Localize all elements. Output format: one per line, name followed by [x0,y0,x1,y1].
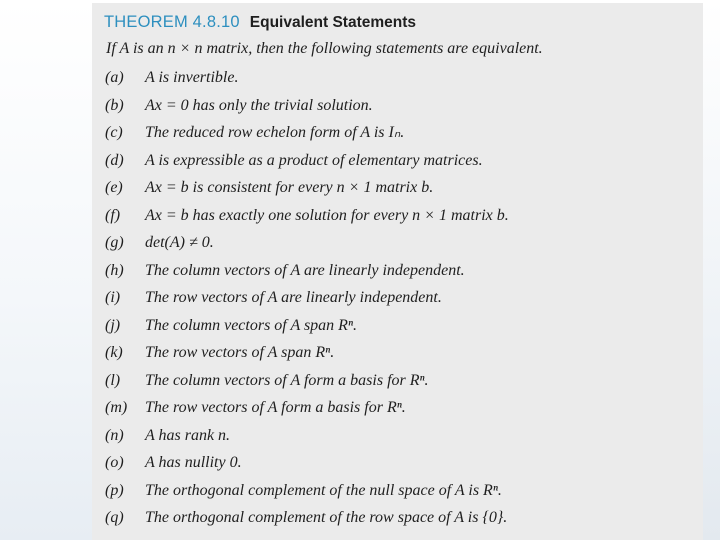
statement-label: (q) [105,509,124,526]
statement-text: A is expressible as a product of elementary matrices. [145,151,483,169]
statement-label: (n) [105,426,124,444]
statement-text: The row vectors of A form a basis for Rⁿ. [145,399,406,416]
theorem-heading [104,13,416,32]
statement-label: (h) [105,261,124,279]
statement-label: (d) [105,151,124,169]
statement-text: det(A) ≠ 0. [145,234,214,251]
statement-text: The row vectors of A span Rⁿ. [145,344,335,361]
statement-text: The column vectors of A form a basis for Rⁿ. [145,371,429,389]
statement-text: The reduced row echelon form of A is Iₙ. [145,124,405,141]
statement-label: (m) [105,399,128,416]
statement-text: Ax = 0 has only the trivial solution. [145,96,373,114]
statement-text: A is invertible. [145,69,239,86]
statement-label: (o) [105,454,124,471]
statement-label: (i) [105,289,121,306]
statement-text: Ax = b has exactly one solution for every n × 1 matrix b. [145,206,509,224]
statement-label: (l) [105,371,121,389]
statement-label: (c) [105,124,123,141]
statement-label: (a) [105,69,124,86]
right-background-gradient [703,0,720,540]
theorem-number: THEOREM 4.8.10 [104,13,240,31]
statement-text: The row vectors of A are linearly independent. [145,289,442,306]
theorem-intro: If A is an n × n matrix, then the following statements are equivalent. [106,40,543,57]
statement-text: The column vectors of A are linearly independent. [145,261,465,279]
statement-label: (g) [105,234,124,251]
statement-text: The column vectors of A span Rⁿ. [145,316,357,334]
statement-label: (k) [105,344,123,361]
statement-label: (p) [105,481,124,499]
left-background-gradient [0,0,92,540]
theorem-panel [92,3,703,540]
statement-text: The orthogonal complement of the null space of A is Rⁿ. [145,481,502,499]
theorem-title: Equivalent Statements [249,14,417,31]
statement-label: (e) [105,179,123,196]
statement-text: The orthogonal complement of the row space of A is {0}. [145,509,508,526]
statement-label: (j) [105,316,121,334]
statement-text: Ax = b is consistent for every n × 1 matrix b. [145,179,434,196]
statement-text: A has rank n. [145,426,231,444]
statement-text: A has nullity 0. [145,454,242,471]
statement-label: (f) [105,206,121,224]
statement-label: (b) [105,96,124,114]
